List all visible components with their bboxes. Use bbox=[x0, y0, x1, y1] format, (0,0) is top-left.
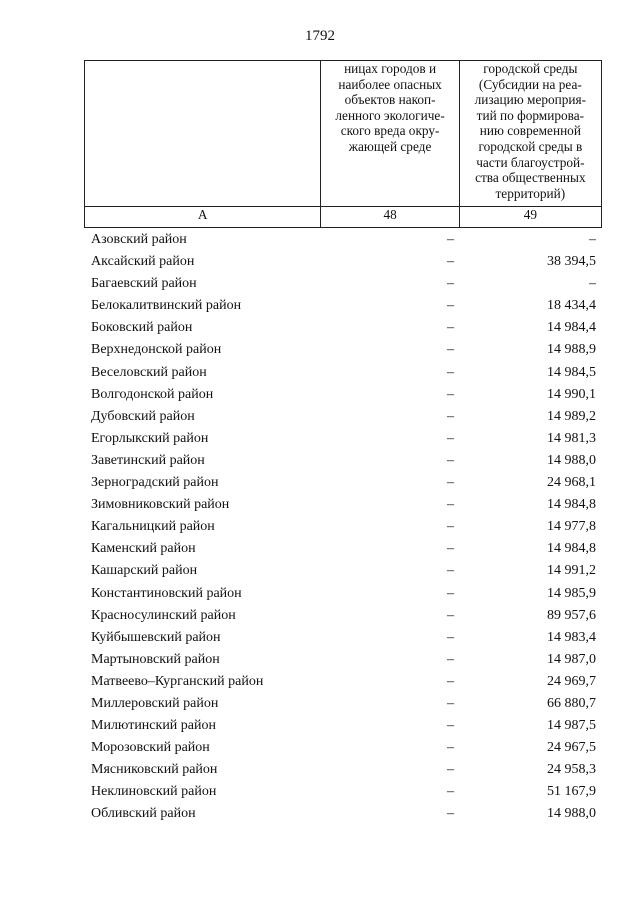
header-cell-49 bbox=[459, 61, 601, 207]
cell-col-48: – bbox=[447, 563, 454, 579]
table-row bbox=[84, 538, 602, 560]
cell-col-49: 66 880,7 bbox=[547, 695, 596, 711]
cell-col-49: 24 969,7 bbox=[547, 673, 596, 689]
cell-col-48: – bbox=[447, 452, 454, 468]
page-number: 1792 bbox=[305, 28, 335, 44]
district-name: Куйбышевский район bbox=[91, 629, 221, 645]
cell-col-49: 14 988,9 bbox=[547, 342, 596, 358]
table-row bbox=[84, 649, 602, 671]
table-row bbox=[84, 472, 602, 494]
table-row bbox=[84, 693, 602, 715]
table-row bbox=[84, 560, 602, 582]
cell-col-48: – bbox=[447, 497, 454, 513]
district-name: Зимовниковский район bbox=[91, 497, 230, 513]
table-row bbox=[84, 781, 602, 803]
table-row bbox=[84, 428, 602, 450]
cell-col-48: – bbox=[447, 342, 454, 358]
table-row bbox=[84, 317, 602, 339]
cell-col-48: – bbox=[447, 430, 454, 446]
table-row bbox=[84, 803, 602, 825]
district-name: Зерноградский район bbox=[91, 475, 219, 491]
cell-col-49: 14 984,4 bbox=[547, 320, 596, 336]
table-row bbox=[84, 295, 602, 317]
cell-col-49: 14 991,2 bbox=[547, 563, 596, 579]
cell-col-48: – bbox=[447, 607, 454, 623]
table-row bbox=[84, 671, 602, 693]
cell-col-48: – bbox=[447, 519, 454, 535]
table-row bbox=[84, 583, 602, 605]
cell-col-49: – bbox=[589, 232, 596, 247]
district-name: Обливский район bbox=[91, 806, 196, 822]
cell-col-48: – bbox=[447, 320, 454, 336]
district-name: Дубовский район bbox=[91, 408, 195, 424]
district-name: Кагальницкий район bbox=[91, 519, 215, 535]
cell-col-48: – bbox=[447, 629, 454, 645]
table-row bbox=[84, 251, 602, 273]
cell-col-49: 24 958,3 bbox=[547, 762, 596, 778]
header-text-line: городской среды bbox=[483, 61, 578, 76]
cell-col-48: – bbox=[447, 806, 454, 822]
header-text-line: тий по формирова- bbox=[476, 107, 585, 123]
district-name: Милютинский район bbox=[91, 718, 217, 734]
district-name: Волгодонской район bbox=[91, 386, 214, 402]
cell-col-49: 14 981,3 bbox=[547, 430, 596, 446]
cell-col-48: – bbox=[447, 298, 454, 314]
table-row bbox=[84, 450, 602, 472]
header-text-line: ленного экологиче- bbox=[335, 107, 445, 123]
district-name: Белокалитвинский район bbox=[91, 298, 242, 314]
header-text-line: объектов накоп- bbox=[344, 92, 436, 108]
cell-col-48: – bbox=[447, 784, 454, 800]
cell-col-48: – bbox=[447, 673, 454, 689]
cell-col-48: – bbox=[447, 254, 454, 270]
district-name: Кашарский район bbox=[91, 563, 198, 579]
table-row bbox=[84, 339, 602, 361]
table-row bbox=[84, 384, 602, 406]
header-text-line: части благоустрой- bbox=[476, 154, 585, 170]
cell-col-49: 24 967,5 bbox=[547, 740, 596, 756]
cell-col-48: – bbox=[447, 585, 454, 601]
table-header bbox=[84, 60, 602, 228]
header-text-line: наиболее опасных bbox=[338, 76, 442, 92]
table-row bbox=[84, 737, 602, 759]
table-row bbox=[84, 759, 602, 781]
table-row bbox=[84, 273, 602, 295]
district-name: Мартыновский район bbox=[91, 651, 220, 667]
header-text-line: ского вреда окру- bbox=[340, 123, 440, 139]
district-name: Багаевский район bbox=[91, 276, 197, 292]
district-name: Азовский район bbox=[91, 232, 187, 247]
header-text-line: лизацию мероприя- bbox=[474, 92, 587, 108]
district-name: Заветинский район bbox=[91, 452, 205, 468]
district-name: Неклиновский район bbox=[91, 784, 217, 800]
cell-col-49: 38 394,5 bbox=[547, 254, 596, 270]
cell-col-48: – bbox=[447, 740, 454, 756]
table-row bbox=[84, 516, 602, 538]
cell-col-48: – bbox=[447, 232, 454, 247]
cell-col-49: 14 988,0 bbox=[547, 452, 596, 468]
header-text-line: территорий) bbox=[495, 185, 566, 201]
header-text-line: (Субсидии на реа- bbox=[478, 76, 582, 92]
column-number-48: 48 bbox=[321, 207, 459, 228]
cell-col-49: 14 983,4 bbox=[547, 629, 596, 645]
cell-col-48: – bbox=[447, 718, 454, 734]
district-name: Каменский район bbox=[91, 541, 196, 557]
header-cell-a bbox=[85, 61, 321, 207]
district-name: Верхнедонской район bbox=[91, 342, 222, 358]
district-name: Миллеровский район bbox=[91, 695, 219, 711]
cell-col-48: – bbox=[447, 762, 454, 778]
district-name: Константиновский район bbox=[91, 585, 242, 601]
cell-col-49: 24 968,1 bbox=[547, 475, 596, 491]
cell-col-48: – bbox=[447, 475, 454, 491]
cell-col-49: 14 977,8 bbox=[547, 519, 596, 535]
district-name: Егорлыкский район bbox=[91, 430, 209, 446]
header-cell-48 bbox=[321, 61, 459, 207]
table-body bbox=[84, 229, 602, 826]
cell-col-49: 14 987,0 bbox=[547, 651, 596, 667]
header-text-line: нию современной bbox=[479, 123, 581, 139]
district-name: Веселовский район bbox=[91, 364, 207, 380]
cell-col-49: 18 434,4 bbox=[547, 298, 596, 314]
district-name: Аксайский район bbox=[91, 254, 195, 270]
column-number-a: А bbox=[85, 207, 321, 228]
district-name: Боковский район bbox=[91, 320, 193, 336]
cell-col-48: – bbox=[447, 541, 454, 557]
district-name: Мясниковский район bbox=[91, 762, 218, 778]
cell-col-49: 14 987,5 bbox=[547, 718, 596, 734]
district-name: Красносулинский район bbox=[91, 607, 236, 623]
table-row bbox=[84, 229, 602, 251]
cell-col-49: – bbox=[589, 276, 596, 292]
district-name: Матвеево–Курганский район bbox=[91, 673, 264, 689]
cell-col-49: 14 984,8 bbox=[547, 541, 596, 557]
table-row bbox=[84, 494, 602, 516]
header-text-line: ства общественных bbox=[475, 170, 586, 186]
cell-col-49: 14 988,0 bbox=[547, 806, 596, 822]
cell-col-48: – bbox=[447, 695, 454, 711]
cell-col-49: 14 990,1 bbox=[547, 386, 596, 402]
header-text-line: городской среды в bbox=[478, 138, 583, 154]
table-row bbox=[84, 362, 602, 384]
header-text-line: жающей среде bbox=[348, 138, 432, 154]
table-row bbox=[84, 715, 602, 737]
cell-col-49: 14 984,5 bbox=[547, 364, 596, 380]
cell-col-49: 14 984,8 bbox=[547, 497, 596, 513]
cell-col-49: 51 167,9 bbox=[547, 784, 596, 800]
district-name: Морозовский район bbox=[91, 740, 210, 756]
cell-col-48: – bbox=[447, 408, 454, 424]
header-text-line: ницах городов и bbox=[344, 61, 437, 76]
table-row bbox=[84, 627, 602, 649]
column-number-49: 49 bbox=[459, 207, 601, 228]
table-row bbox=[84, 406, 602, 428]
cell-col-49: 89 957,6 bbox=[547, 607, 596, 623]
cell-col-49: 14 985,9 bbox=[547, 585, 596, 601]
cell-col-48: – bbox=[447, 276, 454, 292]
cell-col-48: – bbox=[447, 364, 454, 380]
table-row bbox=[84, 605, 602, 627]
cell-col-49: 14 989,2 bbox=[547, 408, 596, 424]
cell-col-48: – bbox=[447, 651, 454, 667]
cell-col-48: – bbox=[447, 386, 454, 402]
